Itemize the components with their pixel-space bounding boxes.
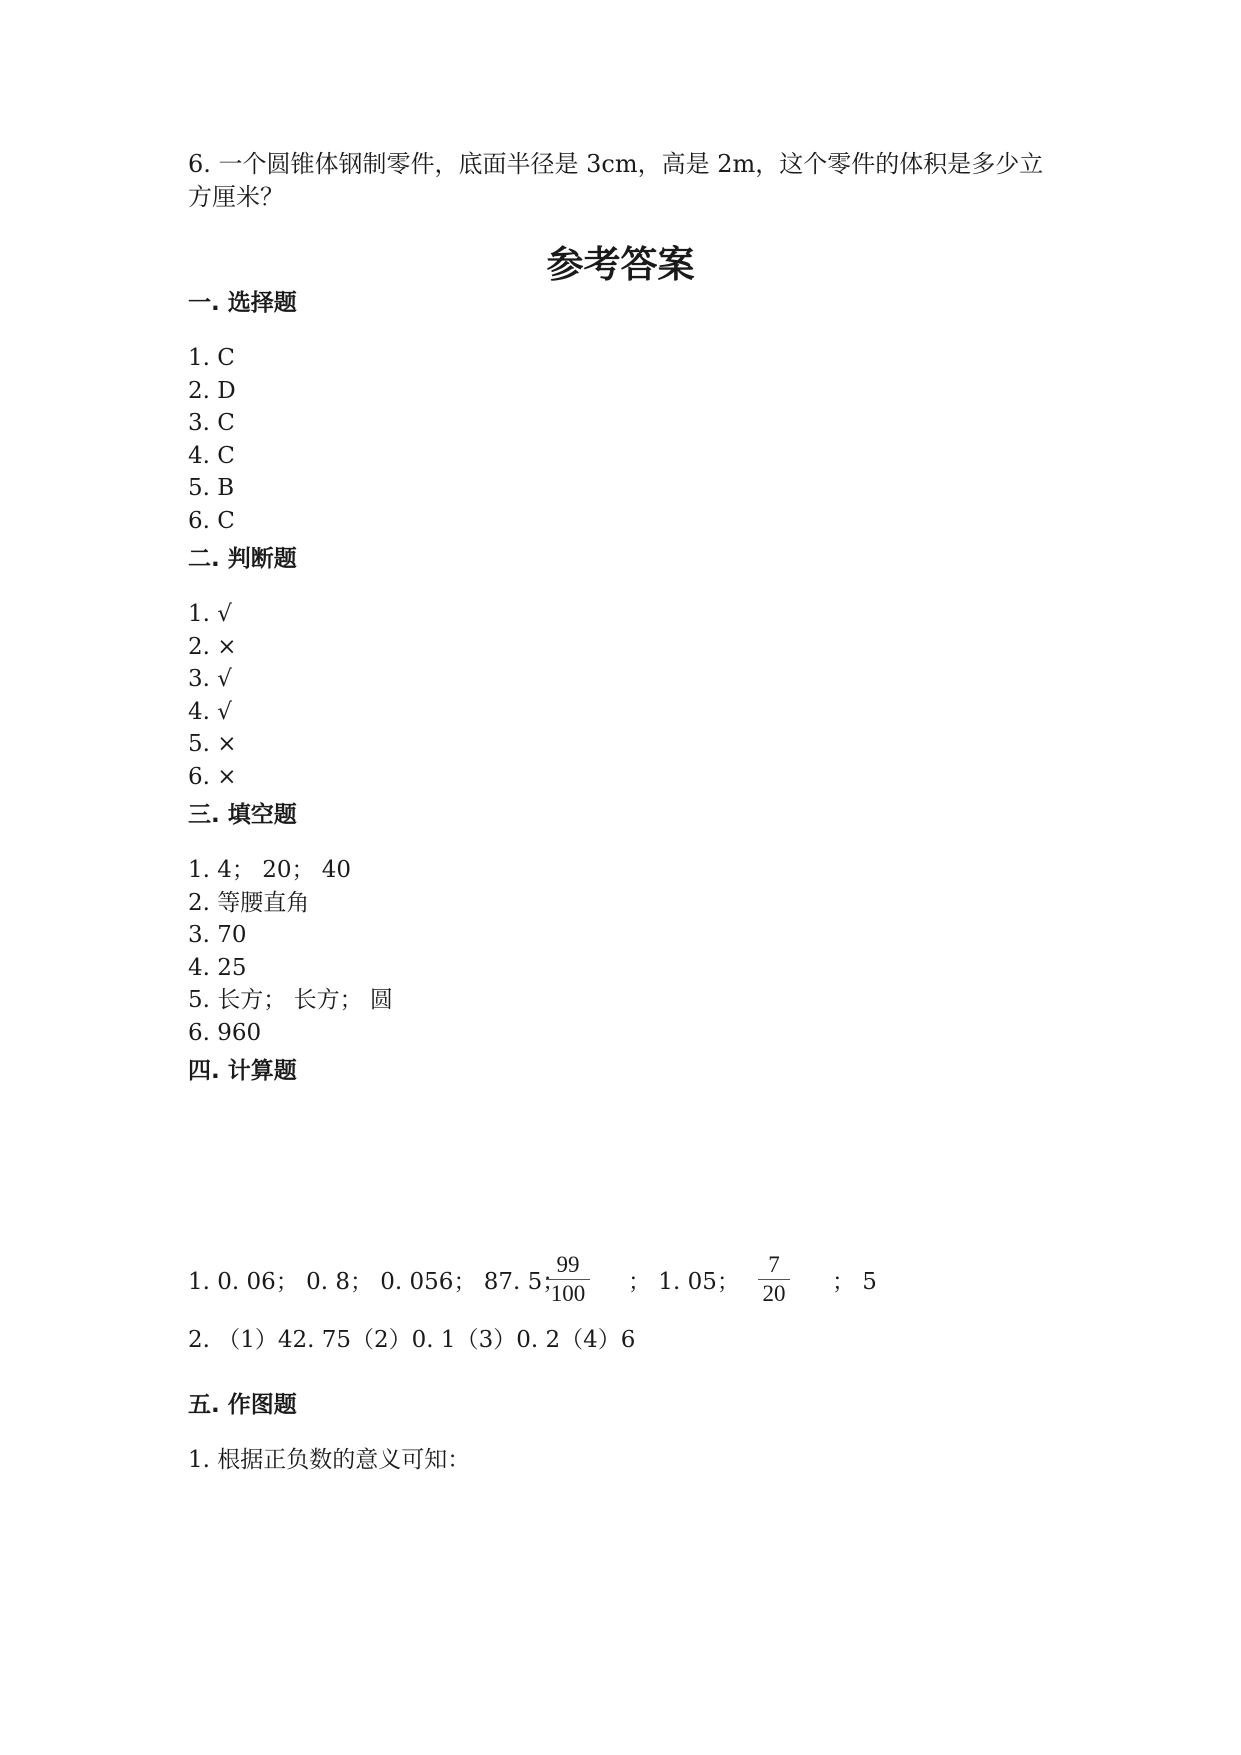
section-heading-draw: 五. 作图题 — [188, 1392, 297, 1418]
fraction-numerator: 7 — [768, 1252, 780, 1277]
question-6 — [188, 148, 1068, 214]
section-heading-fill: 三. 填空题 — [188, 802, 297, 828]
list-item: 6. C — [188, 507, 235, 534]
fraction-bar — [758, 1279, 790, 1280]
fraction-denominator: 20 — [762, 1281, 786, 1306]
list-item: 2. × — [188, 633, 237, 660]
calc-text-part-2: ； 1. 05； — [628, 1269, 740, 1295]
list-item: 2. 等腰直角 — [188, 889, 310, 916]
list-item: 5. 长方； 长方； 圆 — [188, 987, 393, 1013]
section-heading-judge: 二. 判断题 — [188, 546, 297, 572]
section-heading-choice: 一. 选择题 — [188, 290, 297, 316]
list-item: 6. 960 — [188, 1019, 262, 1046]
list-item: 4. 25 — [188, 954, 247, 981]
question-6-line-1: 6. 一个圆锥体钢制零件，底面半径是 3cm，高是 2m，这个零件的体积是多少立 — [188, 150, 1044, 178]
fraction-bar — [546, 1279, 590, 1280]
fraction-denominator: 100 — [550, 1281, 586, 1306]
judge-answer-list — [188, 598, 237, 793]
calc-text-part-3: ； 5 — [832, 1269, 877, 1295]
fraction-99-over-100 — [546, 1252, 590, 1307]
list-item: 4. √ — [188, 698, 232, 725]
list-item: 5. B — [188, 475, 235, 501]
section-heading-calc: 四. 计算题 — [188, 1058, 297, 1084]
list-item: 1. 4； 20； 40 — [188, 857, 352, 883]
list-item: 1. C — [188, 345, 235, 371]
calc-answer-line-1 — [188, 1252, 1068, 1312]
list-item: 2. D — [188, 377, 236, 404]
list-item: 3. √ — [188, 666, 232, 692]
calc-answer-line-2: 2. （1）42. 75（2）0. 1（3）0. 2（4）6 — [188, 1327, 636, 1353]
list-item: 3. C — [188, 410, 235, 436]
fraction-numerator: 99 — [556, 1252, 580, 1277]
list-item: 3. 70 — [188, 922, 247, 948]
question-6-line-2: 方厘米？ — [188, 183, 284, 211]
fraction-7-over-20 — [758, 1252, 790, 1307]
list-item: 4. C — [188, 442, 235, 469]
fill-answer-list — [188, 854, 393, 1049]
draw-answer-line-1: 1. 根据正负数的意义可知： — [188, 1447, 471, 1473]
page-title: 参考答案 — [546, 243, 695, 286]
choice-answer-list — [188, 342, 236, 537]
calc-text-part-1: 1. 0. 06； 0. 8； 0. 056； 87. 5； — [188, 1269, 566, 1295]
list-item: 5. × — [188, 731, 237, 757]
list-item: 6. × — [188, 763, 237, 790]
list-item: 1. √ — [188, 601, 232, 627]
